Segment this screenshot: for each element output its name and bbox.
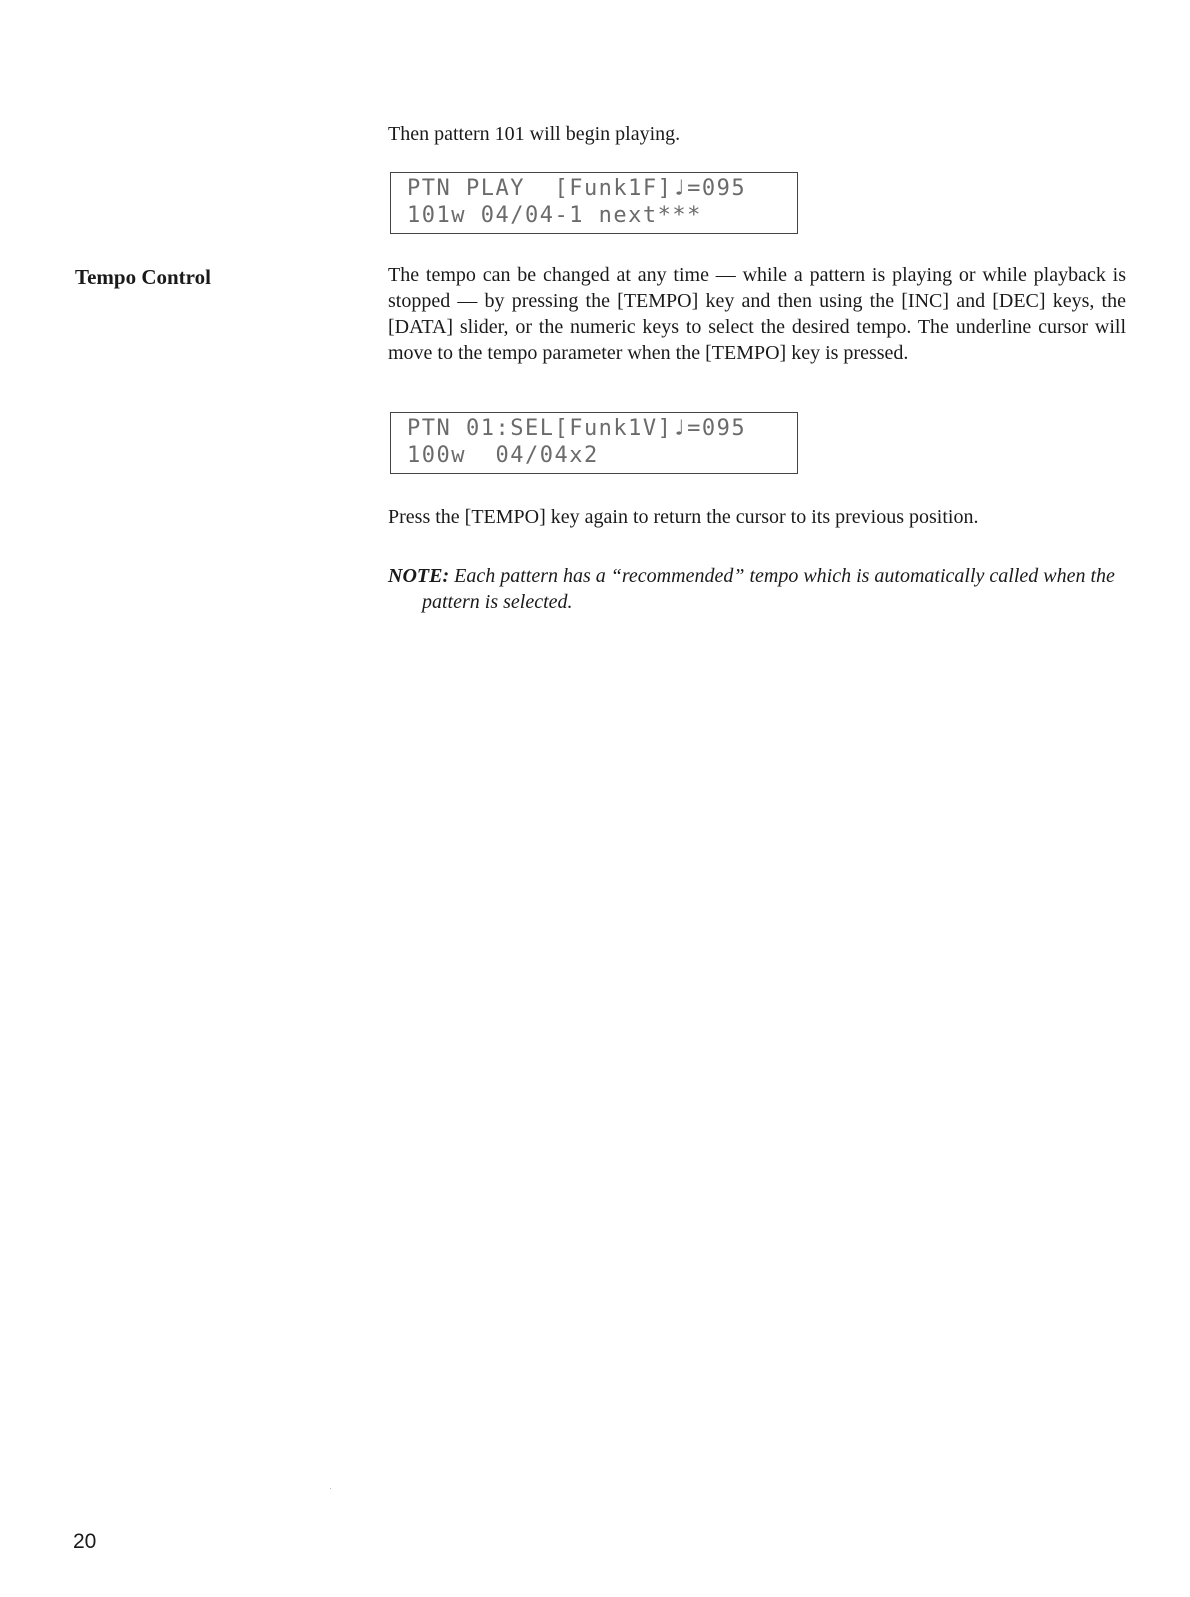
scan-speck [330,1488,331,1489]
lcd-line-2: 101w 04/04-1 next*** [407,203,702,228]
lcd-display-play [390,172,798,234]
note [388,563,1126,615]
note-label: NOTE: [388,565,450,587]
intro-text: Then pattern 101 will begin playing. [388,123,681,145]
lcd-line-2: 100w 04/04x2 [407,443,599,468]
note-text: Each pattern has a “recommended” tempo which is automatically called when the pattern is selected. [422,565,1115,613]
lcd-display-select [390,412,798,474]
page-number: 20 [73,1530,97,1553]
lcd-line-1: PTN 01:SEL[Funk1V]♩=095 [407,416,747,441]
tempo-control-paragraph: The tempo can be changed at any time — while a pattern is playing or while playback is stopped — by pressing the [TEMPO] key and then using the [INC] and [DEC] keys, the [DATA] slider, or the numeric keys to select the desired tempo. The underline cursor will move to the tempo parameter when the [TEMPO] key is pressed. [388,264,1126,364]
section-heading: Tempo Control [75,265,211,289]
press-tempo-text: Press the [TEMPO] key again to return the cursor to its previous position. [388,506,979,528]
lcd-line-1: PTN PLAY [Funk1F]♩=095 [407,176,747,201]
